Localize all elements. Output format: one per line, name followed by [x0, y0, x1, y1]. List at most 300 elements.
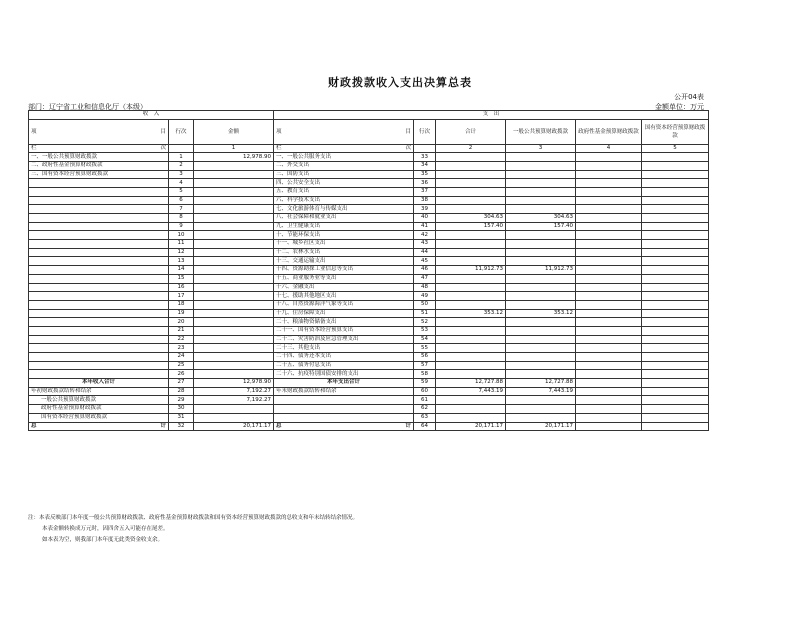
expense-general-budget	[506, 196, 576, 205]
expense-total	[436, 292, 506, 301]
expense-row-no: 49	[414, 292, 436, 301]
table-row	[29, 326, 709, 335]
income-row-no: 18	[169, 300, 194, 309]
table-row	[29, 344, 709, 353]
expense-gov-fund	[576, 353, 642, 362]
income-row-no: 8	[169, 214, 194, 223]
income-amount	[194, 266, 274, 275]
income-item	[29, 257, 169, 266]
expense-row-no: 36	[414, 179, 436, 188]
expense-row-no: 43	[414, 240, 436, 249]
col-number: 4	[576, 144, 642, 153]
income-row-no: 16	[169, 283, 194, 292]
expense-general-budget	[506, 283, 576, 292]
income-item	[29, 187, 169, 196]
income-item	[29, 370, 169, 379]
income-row-no: 22	[169, 335, 194, 344]
expense-state-capital	[642, 344, 709, 353]
table-row	[29, 318, 709, 327]
expense-row-no: 38	[414, 196, 436, 205]
income-grand-total: 20,171.17	[194, 422, 274, 431]
table-row	[29, 187, 709, 196]
table-row	[29, 370, 709, 379]
expense-state-capital	[642, 257, 709, 266]
expense-row-no: 63	[414, 413, 436, 422]
expense-item: 一、一般公共服务支出	[274, 153, 414, 162]
expense-total: 11,912.73	[436, 266, 506, 275]
income-amount: 12,978.90	[194, 379, 274, 388]
expense-general-budget	[506, 292, 576, 301]
amount-unit-label: 金额单位：万元	[655, 103, 704, 111]
income-summary-item: 一般公共预算财政拨款	[29, 396, 169, 405]
expense-total	[436, 353, 506, 362]
expense-item: 九、卫生健康支出	[274, 222, 414, 231]
expense-summary-item: 年末财政拨款结转和结余	[274, 387, 414, 396]
expense-total	[436, 153, 506, 162]
expense-summary-item	[274, 405, 414, 414]
income-amount	[194, 274, 274, 283]
expense-general-budget: 11,912.73	[506, 266, 576, 275]
expense-state-capital	[642, 353, 709, 362]
expense-row-no: 58	[414, 370, 436, 379]
income-row-no: 29	[169, 396, 194, 405]
expense-total	[436, 205, 506, 214]
expense-total	[436, 248, 506, 257]
income-item	[29, 361, 169, 370]
col-number: 3	[506, 144, 576, 153]
table-row	[29, 300, 709, 309]
income-item	[29, 196, 169, 205]
expense-general-budget: 20,171.17	[506, 422, 576, 431]
expense-total: 12,727.88	[436, 379, 506, 388]
footnotes	[28, 513, 358, 546]
income-item	[29, 205, 169, 214]
expense-total	[436, 257, 506, 266]
expense-state-capital	[642, 387, 709, 396]
section-header-row	[29, 111, 709, 120]
expense-state-capital	[642, 222, 709, 231]
income-row-no: 11	[169, 240, 194, 249]
expense-general-budget: 7,443.19	[506, 387, 576, 396]
expense-row-no: 56	[414, 353, 436, 362]
expense-item: 十九、住房保障支出	[274, 309, 414, 318]
col-label-cell: 栏 次	[29, 144, 169, 153]
col-number: 1	[194, 144, 274, 153]
expense-gov-fund	[576, 335, 642, 344]
expense-total	[436, 274, 506, 283]
expense-general-budget	[506, 257, 576, 266]
expense-row-no: 47	[414, 274, 436, 283]
income-amount	[194, 161, 274, 170]
expense-total	[436, 318, 506, 327]
income-summary-item: 政府性基金预算财政拨款	[29, 405, 169, 414]
income-item	[29, 274, 169, 283]
expense-row-no: 62	[414, 405, 436, 414]
expense-state-capital	[642, 161, 709, 170]
expense-row-no: 48	[414, 283, 436, 292]
income-row-no: 31	[169, 413, 194, 422]
expense-gov-fund	[576, 413, 642, 422]
income-row-no: 14	[169, 266, 194, 275]
expense-gov-fund	[576, 179, 642, 188]
expense-row-no: 60	[414, 387, 436, 396]
income-row-no: 21	[169, 326, 194, 335]
expense-state-capital	[642, 170, 709, 179]
expense-gov-fund	[576, 153, 642, 162]
income-row-no: 6	[169, 196, 194, 205]
expense-state-capital	[642, 240, 709, 249]
expense-item: 六、科学技术支出	[274, 196, 414, 205]
table-row	[29, 283, 709, 292]
expense-item: 十一、城乡社区支出	[274, 240, 414, 249]
income-row-no: 3	[169, 170, 194, 179]
income-amount	[194, 370, 274, 379]
expense-row-no: 53	[414, 326, 436, 335]
income-item	[29, 344, 169, 353]
expense-gov-fund	[576, 309, 642, 318]
income-row-no: 19	[169, 309, 194, 318]
expense-item: 二十二、灾害防治及应急管理支出	[274, 335, 414, 344]
income-amount	[194, 257, 274, 266]
income-amount	[194, 205, 274, 214]
expense-state-capital	[642, 274, 709, 283]
income-amount	[194, 196, 274, 205]
income-amount	[194, 292, 274, 301]
expense-state-capital	[642, 196, 709, 205]
expense-state-capital	[642, 309, 709, 318]
income-amount	[194, 326, 274, 335]
income-item	[29, 248, 169, 257]
income-row-no: 4	[169, 179, 194, 188]
table-row	[29, 248, 709, 257]
income-row-no: 26	[169, 370, 194, 379]
expense-general-budget	[506, 274, 576, 283]
income-summary-item: 年初财政拨款结转和结余	[29, 387, 169, 396]
income-amount	[194, 187, 274, 196]
expense-state-capital	[642, 266, 709, 275]
income-amount	[194, 300, 274, 309]
footnote: 注：本表反映部门本年度一般公共预算财政拨款、政府性基金预算财政拨款和国有资本经营预算财政拨款的总收支和年末结转结余情况。	[28, 515, 359, 521]
expense-gov-fund	[576, 231, 642, 240]
income-item-header: 项 目	[29, 119, 169, 144]
expense-state-capital	[642, 231, 709, 240]
income-amount-header: 金额	[194, 119, 274, 144]
expense-row-no: 37	[414, 187, 436, 196]
income-row-no: 24	[169, 353, 194, 362]
expense-item: 十八、自然资源海洋气象等支出	[274, 300, 414, 309]
income-item	[29, 179, 169, 188]
expense-row-no: 40	[414, 214, 436, 223]
expense-item: 十三、交通运输支出	[274, 257, 414, 266]
expense-gov-fund	[576, 257, 642, 266]
expense-row-no: 44	[414, 248, 436, 257]
income-item	[29, 353, 169, 362]
income-item	[29, 318, 169, 327]
expense-general-budget: 157.40	[506, 222, 576, 231]
expense-total	[436, 179, 506, 188]
footnote: 如本表为空，则我部门本年度无此类资金收支余。	[42, 537, 164, 543]
table-row	[29, 205, 709, 214]
expense-gov-fund	[576, 300, 642, 309]
expense-total	[436, 187, 506, 196]
expense-item: 二十六、抗疫特别国债安排的支出	[274, 370, 414, 379]
income-row-no: 12	[169, 248, 194, 257]
income-summary-item: 国有资本经营预算财政拨款	[29, 413, 169, 422]
expense-item: 二十一、国有资本经营预算支出	[274, 326, 414, 335]
expense-gov-fund	[576, 205, 642, 214]
expense-state-capital	[642, 361, 709, 370]
expense-item: 五、教育支出	[274, 187, 414, 196]
table-row	[29, 353, 709, 362]
expense-gov-fund	[576, 187, 642, 196]
expense-row-no: 42	[414, 231, 436, 240]
summary-row	[29, 405, 709, 414]
expense-gov-fund	[576, 422, 642, 431]
income-row-no: 17	[169, 292, 194, 301]
income-row-no: 7	[169, 205, 194, 214]
expense-general-budget	[506, 187, 576, 196]
expense-general-budget	[506, 326, 576, 335]
expense-state-capital	[642, 335, 709, 344]
expense-total	[436, 335, 506, 344]
expense-item-header: 项 目	[274, 119, 414, 144]
table-row	[29, 266, 709, 275]
expense-summary-item	[274, 396, 414, 405]
income-item	[29, 326, 169, 335]
table-row	[29, 309, 709, 318]
expense-row-no: 45	[414, 257, 436, 266]
income-row-no: 27	[169, 379, 194, 388]
expense-gov-fund	[576, 170, 642, 179]
expense-row-no: 51	[414, 309, 436, 318]
expense-total: 304.63	[436, 214, 506, 223]
expense-state-capital	[642, 179, 709, 188]
fiscal-summary-table	[28, 110, 709, 431]
department-label: 部门：辽宁省工业和信息化厅（本级）	[28, 103, 147, 111]
expense-gov-fund	[576, 214, 642, 223]
expense-item: 二十、粮油物资储备支出	[274, 318, 414, 327]
income-amount	[194, 413, 274, 422]
table-row	[29, 161, 709, 170]
expense-state-capital	[642, 214, 709, 223]
expense-row-no: 64	[414, 422, 436, 431]
income-grand-total-label: 总 计	[29, 422, 169, 431]
expense-total: 157.40	[436, 222, 506, 231]
general-budget-header: 一般公共预算财政拨款	[506, 119, 576, 144]
expense-item: 二、外交支出	[274, 161, 414, 170]
expense-item: 二十三、其他支出	[274, 344, 414, 353]
state-capital-header: 国有资本经营预算财政拨款	[642, 119, 709, 144]
table-row	[29, 153, 709, 162]
expense-total	[436, 361, 506, 370]
expense-state-capital	[642, 413, 709, 422]
income-row-no: 13	[169, 257, 194, 266]
expense-gov-fund	[576, 379, 642, 388]
table-row	[29, 240, 709, 249]
income-row-no: 2	[169, 161, 194, 170]
expense-total	[436, 161, 506, 170]
table-row	[29, 274, 709, 283]
grand-total-row	[29, 422, 709, 431]
expense-total: 7,443.19	[436, 387, 506, 396]
col-label-cell: 栏 次	[274, 144, 414, 153]
expense-total	[436, 370, 506, 379]
expense-general-budget	[506, 153, 576, 162]
expense-gov-fund	[576, 405, 642, 414]
expense-gov-fund	[576, 396, 642, 405]
income-amount	[194, 170, 274, 179]
table-row	[29, 179, 709, 188]
income-item	[29, 283, 169, 292]
expense-item: 十五、商业服务业等支出	[274, 274, 414, 283]
income-item	[29, 240, 169, 249]
expense-gov-fund	[576, 361, 642, 370]
income-row-no: 5	[169, 187, 194, 196]
expense-gov-fund	[576, 222, 642, 231]
column-header-row	[29, 119, 709, 144]
income-item: 三、国有资本经营预算财政拨款	[29, 170, 169, 179]
expense-general-budget	[506, 248, 576, 257]
expense-gov-fund	[576, 292, 642, 301]
expense-gov-fund	[576, 344, 642, 353]
expense-state-capital	[642, 187, 709, 196]
income-summary-item: 本年收入合计	[29, 379, 169, 388]
expense-row-no: 46	[414, 266, 436, 275]
expense-total	[436, 196, 506, 205]
expense-gov-fund	[576, 387, 642, 396]
expense-gov-fund	[576, 266, 642, 275]
expense-gov-fund	[576, 283, 642, 292]
expense-item: 八、社会保障和就业支出	[274, 214, 414, 223]
expense-total	[436, 283, 506, 292]
income-amount	[194, 248, 274, 257]
expense-item: 四、公共安全支出	[274, 179, 414, 188]
income-row-no: 15	[169, 274, 194, 283]
income-row-no-header: 行次	[169, 119, 194, 144]
income-item	[29, 292, 169, 301]
expense-row-no: 50	[414, 300, 436, 309]
expense-total	[436, 240, 506, 249]
expense-state-capital	[642, 300, 709, 309]
income-item: 一、一般公共预算财政拨款	[29, 153, 169, 162]
expense-row-no: 34	[414, 161, 436, 170]
income-row-no: 28	[169, 387, 194, 396]
expense-state-capital	[642, 248, 709, 257]
income-item	[29, 335, 169, 344]
expense-general-budget: 12,727.88	[506, 379, 576, 388]
expense-row-no: 59	[414, 379, 436, 388]
table-row	[29, 222, 709, 231]
income-amount: 7,192.27	[194, 387, 274, 396]
expense-row-no: 35	[414, 170, 436, 179]
expense-gov-fund	[576, 196, 642, 205]
expense-item: 三、国防支出	[274, 170, 414, 179]
summary-row	[29, 413, 709, 422]
table-row	[29, 335, 709, 344]
expense-total	[436, 396, 506, 405]
income-amount	[194, 361, 274, 370]
income-item: 二、政府性基金预算财政拨款	[29, 161, 169, 170]
expense-gov-fund	[576, 318, 642, 327]
income-item	[29, 222, 169, 231]
expense-total	[436, 231, 506, 240]
expense-general-budget	[506, 179, 576, 188]
blank-cell	[169, 144, 194, 153]
expense-general-budget	[506, 205, 576, 214]
expense-general-budget	[506, 370, 576, 379]
expense-general-budget	[506, 161, 576, 170]
income-amount	[194, 222, 274, 231]
income-amount: 7,192.27	[194, 396, 274, 405]
table-row	[29, 361, 709, 370]
expense-general-budget	[506, 344, 576, 353]
income-amount	[194, 283, 274, 292]
income-row-no: 32	[169, 422, 194, 431]
income-row-no: 20	[169, 318, 194, 327]
expense-state-capital	[642, 422, 709, 431]
expense-state-capital	[642, 370, 709, 379]
table-row	[29, 170, 709, 179]
expense-total: 353.12	[436, 309, 506, 318]
expense-total	[436, 326, 506, 335]
expense-row-no: 54	[414, 335, 436, 344]
column-number-row	[29, 144, 709, 153]
expense-state-capital	[642, 405, 709, 414]
expense-summary-item: 本年支出合计	[274, 379, 414, 388]
blank-cell	[414, 144, 436, 153]
expense-item: 七、文化旅游体育与传媒支出	[274, 205, 414, 214]
income-row-no: 1	[169, 153, 194, 162]
expense-gov-fund	[576, 161, 642, 170]
expense-state-capital	[642, 326, 709, 335]
expense-item: 十四、资源勘探工业信息等支出	[274, 266, 414, 275]
expense-state-capital	[642, 379, 709, 388]
expense-state-capital	[642, 153, 709, 162]
expense-general-budget	[506, 361, 576, 370]
table-row	[29, 292, 709, 301]
income-amount	[194, 405, 274, 414]
expense-item: 二十五、债务付息支出	[274, 361, 414, 370]
expense-general-budget	[506, 300, 576, 309]
expense-total	[436, 413, 506, 422]
income-row-no: 10	[169, 231, 194, 240]
income-row-no: 25	[169, 361, 194, 370]
col-number: 2	[436, 144, 506, 153]
total-header: 合计	[436, 119, 506, 144]
income-amount	[194, 214, 274, 223]
income-amount: 12,978.90	[194, 153, 274, 162]
expense-item: 十二、农林水支出	[274, 248, 414, 257]
income-section-header: 收 入	[29, 111, 274, 120]
income-row-no: 9	[169, 222, 194, 231]
expense-general-budget	[506, 318, 576, 327]
income-amount	[194, 318, 274, 327]
expense-row-no: 52	[414, 318, 436, 327]
table-row	[29, 196, 709, 205]
expense-general-budget	[506, 240, 576, 249]
summary-row	[29, 379, 709, 388]
expense-state-capital	[642, 396, 709, 405]
table-row	[29, 257, 709, 266]
expense-state-capital	[642, 205, 709, 214]
expense-row-no: 41	[414, 222, 436, 231]
expense-item: 二十四、债务还本支出	[274, 353, 414, 362]
expense-state-capital	[642, 283, 709, 292]
expense-general-budget	[506, 170, 576, 179]
expense-item: 十六、金融支出	[274, 283, 414, 292]
expense-total	[436, 170, 506, 179]
expense-gov-fund	[576, 370, 642, 379]
